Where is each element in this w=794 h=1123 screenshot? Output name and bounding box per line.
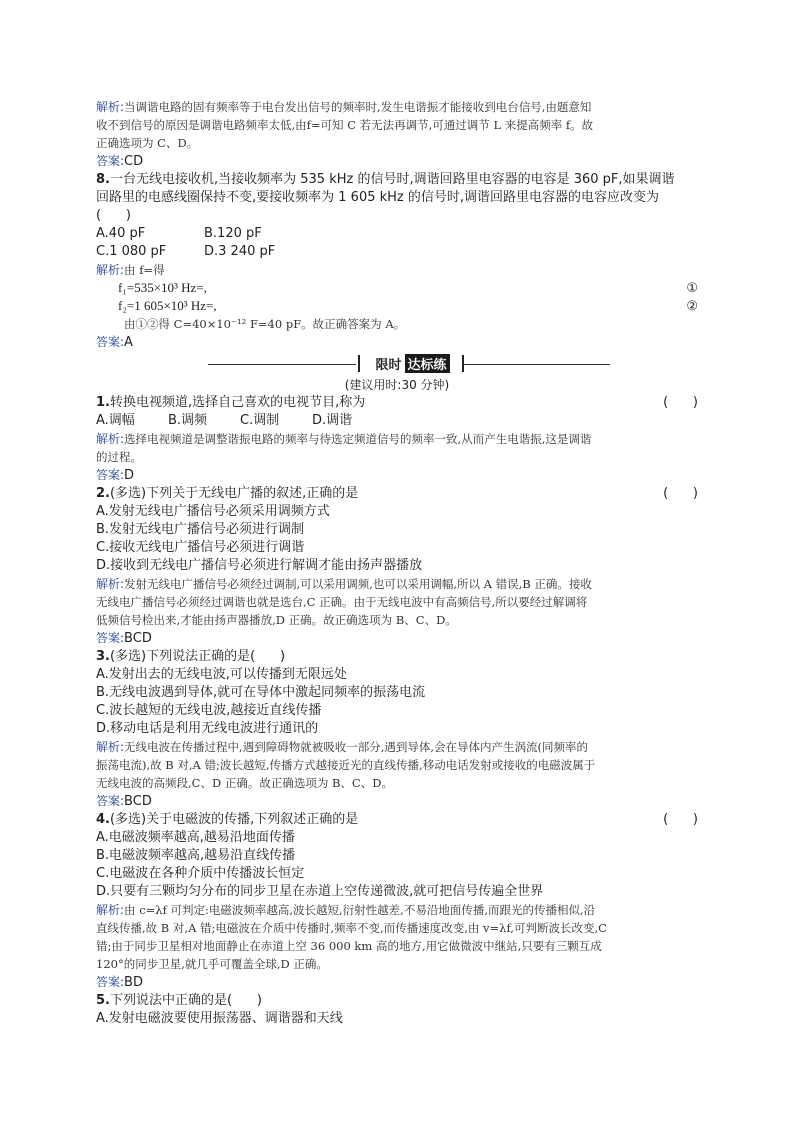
answer-blank: ( ) [663, 395, 698, 410]
option-b: B.调频 [168, 413, 208, 428]
analysis-line: 发射无线电广播信号必须经过调制,可以采用调频,也可以采用调幅,所以 A 错误,B 正确。接收 [124, 577, 592, 591]
question-text: 转换电视频道,选择自己喜欢的电视节目,称为 [109, 395, 366, 410]
question-number: 8. [96, 172, 110, 187]
question-q3 [96, 648, 698, 666]
analysis-q1 [96, 430, 698, 448]
answer-q2 [96, 629, 698, 648]
options-q8-row2 [96, 243, 698, 261]
analysis-line: 当调谐电路的固有频率等于电台发出信号的频率时,发生电谐振才能接收到电台信号,由题意知 [124, 100, 592, 114]
analysis-text: 由 f=得 [124, 263, 165, 277]
option-a: A.电磁波频率越高,越易沿地面传播 [96, 830, 295, 845]
analysis-q2 [96, 575, 698, 593]
answer-value: A [124, 335, 133, 350]
question-text: 下列说法中正确的是( ) [109, 993, 262, 1008]
option-c: C.波长越短的无线电波,越接近直线传播 [96, 703, 322, 718]
section-title-part2: 达标练 [405, 354, 450, 373]
answer-value: BD [124, 975, 143, 990]
analysis-line: 选择电视频道是调整谐振电路的频率与待选定频道信号的频率一致,从而产生电谐振,这是调谐 [124, 432, 592, 446]
analysis-line: 由 c=λf 可判定:电磁波频率越高,波长越短,衍射性越差,不易沿地面传播,而跟光的传播相似,沿 [124, 903, 596, 917]
options-q1 [96, 412, 698, 430]
question-number: 4. [96, 812, 110, 827]
analysis-line: 直线传播,故 B 对,A 错;电磁波在介质中传播时,频率不变,而传播速度改变,由 v=λf,可判断波长改变,C [96, 921, 607, 935]
question-q8 [96, 171, 698, 189]
option-d: D.移动电话是利用无线电波进行通讯的 [96, 721, 319, 736]
option-d: D.接收到无线电广播信号必须进行解调才能由扬声器播放 [96, 558, 423, 573]
answer-label: 答案: [96, 631, 125, 645]
question-number: 1. [96, 395, 110, 410]
question-text: (多选)下列关于无线电广播的叙述,正确的是 [109, 486, 359, 501]
option-c: C.接收无线电广播信号必须进行调谐 [96, 540, 305, 555]
option-a: A.调幅 [96, 413, 135, 428]
time-note: (建议用时:30 分钟) [344, 378, 450, 392]
option-b: B.无线电波遇到导体,就可在导体中激起同频率的振荡电流 [96, 685, 426, 700]
answer-q3 [96, 792, 698, 811]
analysis-line: 振荡电流),故 B 对,A 错;波长越短,传播方式越接近光的直线传播,移动电话发射或接收的电磁波属于 [96, 758, 596, 772]
analysis-label: 解析: [96, 740, 125, 754]
worksheet-content [96, 98, 698, 1028]
analysis-label: 解析: [96, 263, 125, 277]
answer-value: D [124, 468, 135, 483]
answer-q4 [96, 973, 698, 992]
analysis-line: 无线电波的高频段,C、D 正确。故正确选项为 B、C、D。 [96, 776, 393, 790]
analysis-q4 [96, 901, 698, 919]
analysis-line: 的过程。 [96, 450, 142, 464]
analysis-label: 解析: [96, 432, 125, 446]
analysis-label: 解析: [96, 100, 125, 114]
header-rule-right [462, 364, 610, 365]
answer-value: CD [124, 154, 144, 169]
analysis-line: 正确选项为 C、D。 [96, 136, 199, 150]
equation-1 [96, 279, 698, 297]
option-c: C.电磁波在各种介质中传播波长恒定 [96, 866, 305, 881]
equation-mark: ② [686, 298, 698, 313]
question-text: (多选)关于电磁波的传播,下列叙述正确的是 [109, 812, 359, 827]
question-q4 [96, 811, 698, 829]
answer-blank: ( ) [663, 812, 698, 827]
analysis-q7 [96, 98, 698, 116]
option-d: D.3 240 pF [204, 244, 276, 259]
option-c: C.调制 [240, 413, 280, 428]
equation-mark: ① [686, 280, 698, 295]
section-title [358, 355, 464, 372]
option-d: D.只要有三颗均匀分布的同步卫星在赤道上空传递微波,就可把信号传遍全世界 [96, 884, 544, 899]
answer-q8 [96, 333, 698, 352]
equation-text: f₁=535×10³ Hz=, [118, 280, 207, 295]
question-q2 [96, 485, 698, 503]
question-text: 一台无线电接收机,当接收频率为 535 kHz 的信号时,调谐回路里电容器的电容是 360 pF,如果调谐 [109, 172, 675, 187]
answer-label: 答案: [96, 975, 125, 989]
analysis-line: 收不到信号的原因是调谐电路频率太低,由f=可知 C 若无法再调节,可通过调节 L 来提高频率 f。故 [96, 118, 594, 132]
question-text: (多选)下列说法正确的是( ) [109, 649, 286, 664]
question-number: 5. [96, 993, 110, 1008]
question-number: 2. [96, 486, 110, 501]
option-b: B.120 pF [204, 226, 262, 241]
option-c: C.1 080 pF [96, 244, 167, 259]
header-rule-left [208, 364, 356, 365]
answer-value: BCD [124, 631, 152, 646]
options-q8-row1 [96, 225, 698, 243]
analysis-conclusion: 由①②得 C=40×10⁻¹² F=40 pF。故正确答案为 A。 [124, 317, 406, 331]
question-q1 [96, 394, 698, 412]
option-a: A.发射出去的无线电波,可以传播到无限远处 [96, 667, 347, 682]
section-header [96, 354, 698, 374]
option-a: A.发射无线电广播信号必须采用调频方式 [96, 504, 330, 519]
option-a: A.40 pF [96, 226, 146, 241]
question-text: 回路里的电感线圈保持不变,要接收频率为 1 605 kHz 的信号时,调谐回路里电容器的电容应改变为 [96, 190, 660, 205]
option-d: D.调谐 [312, 413, 353, 428]
answer-blank: ( ) [663, 486, 698, 501]
question-number: 3. [96, 649, 110, 664]
analysis-line: 120°的同步卫星,就几乎可覆盖全球,D 正确。 [96, 957, 328, 971]
analysis-q8 [96, 261, 698, 279]
answer-label: 答案: [96, 335, 125, 349]
section-title-part1: 限时 [375, 358, 402, 373]
analysis-q3 [96, 738, 698, 756]
answer-label: 答案: [96, 794, 125, 808]
answer-label: 答案: [96, 154, 125, 168]
answer-blank: ( ) [96, 208, 131, 223]
analysis-line: 无线电波在传播过程中,遇到障碍物就被吸收一部分,遇到导体,会在导体内产生涡流(同频率的 [124, 740, 588, 754]
option-a: A.发射电磁波要使用振荡器、调谐器和天线 [96, 1011, 343, 1026]
analysis-label: 解析: [96, 903, 125, 917]
answer-q1 [96, 466, 698, 485]
analysis-line: 错;由于同步卫星相对地面静止在赤道上空 36 000 km 高的地方,用它做微波中继站,只要有三颗互成 [96, 939, 602, 953]
answer-value: BCD [124, 794, 152, 809]
analysis-line: 无线电广播信号必须经过调谐也就是选台,C 正确。由于无线电波中有高频信号,所以要经过解调将 [96, 595, 588, 609]
analysis-label: 解析: [96, 577, 125, 591]
answer-label: 答案: [96, 468, 125, 482]
question-q5 [96, 992, 698, 1010]
analysis-line: 低频信号检出来,才能由扬声器播放,D 正确。故正确选项为 B、C、D。 [96, 613, 457, 627]
answer-q7 [96, 152, 698, 171]
option-b: B.发射无线电广播信号必须进行调制 [96, 522, 305, 537]
equation-text: f₂=1 605×10³ Hz=, [118, 298, 217, 313]
equation-2 [96, 297, 698, 315]
option-b: B.电磁波频率越高,越易沿直线传播 [96, 848, 296, 863]
